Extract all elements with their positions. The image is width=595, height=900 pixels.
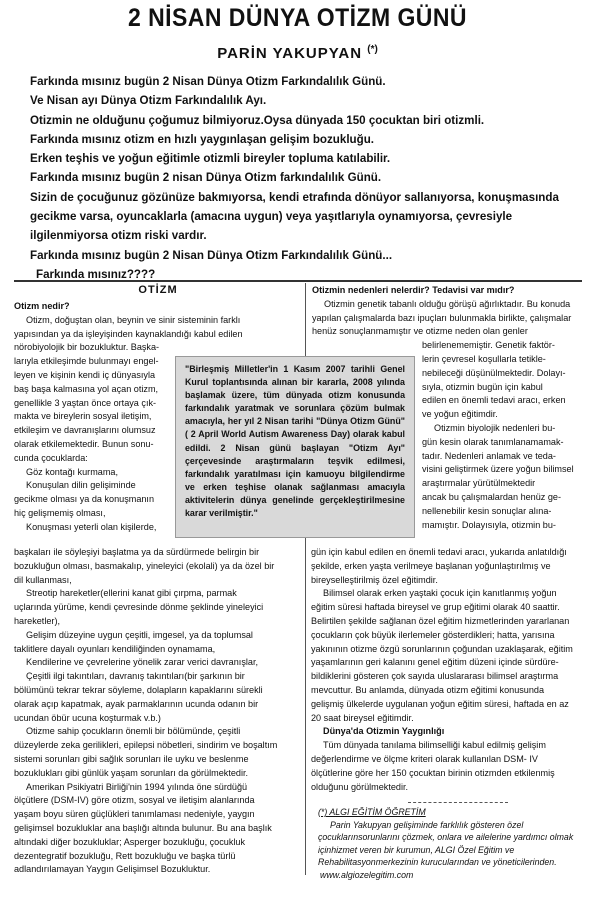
intro-text xyxy=(30,72,585,284)
text-line: yaşam boyu süren güçlükleri tanımlaması nedeniyle, yaygın xyxy=(14,809,255,820)
text-line: Konuşulan dilin gelişiminde xyxy=(26,480,136,491)
text-line: hareketler), xyxy=(14,615,60,626)
text-line: altındaki diğer bozukluklar; Asperger bozukluğu, çocukluk xyxy=(14,836,246,847)
text-line: edilen en önemli tedavi aracı, erken xyxy=(422,395,566,406)
left-text-block xyxy=(14,546,302,877)
text-line: değerlendirme ve ölçme kriteri olarak kullanılan DSM- IV xyxy=(311,753,538,764)
right-column-top xyxy=(312,284,584,532)
text-line: sıyla, otizmin bugün için kabul xyxy=(422,381,543,392)
note-divider xyxy=(408,802,508,803)
text-line: ölçütlere (DSM-IV) göre otizm, sosyal ve iletişim alanlarında xyxy=(14,795,255,806)
text-line: olduğunu görülmektedir. xyxy=(311,781,409,792)
text-line: Amerikan Psikiyatri Birliği'nin 1994 yılında öne sürdüğü xyxy=(26,781,248,792)
text-line: ancak bu çalışmalardan henüz ge- xyxy=(422,491,562,502)
text-line: eğitim süresi haftada bireysel ve grup eğitimi olarak 40 saattir. xyxy=(311,602,560,613)
text-line: taklitlere dayalı oyunları kendiliğinden oynamama, xyxy=(14,643,216,654)
text-line: bildiklerini gösteren çok sayıda uluslararası bilimsel araştırma xyxy=(311,671,559,682)
text-line: ve yoğun eğitimdir. xyxy=(422,409,498,420)
text-line: çocukların çok büyük ilerlemeler gösterdikleri; hatta, yarısına xyxy=(311,629,555,640)
subheading-nedenler: Otizmin nedenleri nelerdir? Tedavisi var mıdır? xyxy=(312,285,515,295)
text-line: dezentegratif bozukluğu, Rett bozukluğu ve başka türlü xyxy=(14,850,236,861)
text-line: yaşamlarının geri kalanını genel eğitim düzeni içinde sürdüre- xyxy=(311,657,559,668)
subheading-yayginlik: Dünya'da Otizmin Yaygınlığı xyxy=(323,726,445,737)
text-line: mamıştır. Dolayısıyla, otizmin bu- xyxy=(422,519,556,530)
right-text-block xyxy=(305,546,585,725)
intro-line: gecikme varsa, oyuncaklarla (amacına uygun) veya yaşıtlarıyla oynamıyorsa, çevresiyle xyxy=(30,210,513,224)
intro-line: Farkında mısınız???? xyxy=(36,267,156,281)
quote-box: "Birleşmiş Milletler'in 1 Kasım 2007 tarihli Genel Kurul toplantısında alınan bir kararla, 2008 yılında başlamak üzere, tüm dünyada otizm konusunda farkındalık yaratmak ve sorunlara çözüm bulmak amacıyla, her yıl 2 Nisan tarihi "Dünya Otizm Günü" ( 2 April World Autism Awareness Day) olarak kabul edildi. 2 Nisan günü başlayan "Otizm Ayı" çerçevesinde araştırmaların teşvik edilmesi, farkındalık yaratılması için kamuoyu bilgilendirme ve erken teşhise olanak sağlanması amacıyla aktivitelerin dünya genelinde gerçekleştirilmesine karar verilmiştir." xyxy=(175,356,415,538)
website-link[interactable]: www.algiozelegitim.com xyxy=(320,869,414,880)
text-line: makta ve bireylerin sosyal iletişim, xyxy=(14,411,152,422)
text-line: merkezinin kurucularından ve yöneticilerinden. xyxy=(375,857,557,868)
section-divider xyxy=(14,280,582,282)
intro-line: Erken teşhis ve yoğun eğitimle otizmli bireyler topluma katılabilir. xyxy=(30,152,391,166)
text-line: Konuşması yeterli olan kişilerde, xyxy=(26,521,157,532)
intro-line: ilgilenmiyorsa otizm riski vardır. xyxy=(30,229,207,243)
author-note xyxy=(318,806,588,882)
intro-line: Farkında mısınız bugün 2 Nisan Dünya Otizm Farkındalılık Günü. xyxy=(30,75,386,88)
text-line: Göz kontağı kurmama, xyxy=(26,466,118,477)
text-line: dil kullanması, xyxy=(14,574,72,585)
text-line: genellikle 3 yaştan önce ortaya çık- xyxy=(14,397,157,408)
text-line: leyen ve kişinin kendi iç dünyasıyla xyxy=(14,369,156,380)
right-column-bottom xyxy=(305,546,585,794)
section-heading-otizm: OTİZM xyxy=(138,284,178,296)
text-line: ucundan öbür ucuna koşturmak v.b.) xyxy=(14,712,161,723)
text-line: etkileşim ve davranışlarını olumsuz xyxy=(14,425,156,436)
text-line: araştırmalar yürütülmektedir xyxy=(422,478,536,489)
text-line: Streotip hareketler(ellerini kanat gibi çırpma, parmak xyxy=(26,588,237,599)
text-line: sorunlarını çözmek, onlara ve ailelerine yardımcı olmak için xyxy=(318,832,574,855)
text-line: bozukluğun olması, basmakalıp, yineleyici (ekolali) ya da özel bir xyxy=(14,560,275,571)
text-line: başkaları ile söyleşiyi başlatma ya da sürdürmede belirgin bir xyxy=(14,547,260,557)
intro-line: Sizin de çocuğunuz gözünüze bakmıyorsa, kendi etrafında dönüyor sallanıyorsa, konuşmasında xyxy=(30,190,559,204)
text-line: larıyla etkileşimde bulunmayı engel- xyxy=(14,356,159,367)
text-line: nörobiyolojik bir bozukluktur. Başka- xyxy=(14,342,160,353)
intro-line: Otizmin ne olduğunu çoğumuz bilmiyoruz.Oysa dünyada 150 çocuktan biri otizmli. xyxy=(30,113,485,127)
text-line: Otizme sahip çocukların önemli bir bölümünde, çeşitli xyxy=(26,726,241,737)
right-text-block xyxy=(312,298,584,533)
intro-line: Farkında mısınız bugün 2 Nisan Dünya Otizm Farkındalılık Günü... xyxy=(30,248,393,262)
text-line: olarak açıp kapatmak, ayak parmaklarının ucunda odanın bir xyxy=(14,698,259,709)
text-line: visini geliştirmek üzere yoğun bilimsel xyxy=(422,464,574,475)
text-line: Belirtilen şekilde sağlanan özel eğitim hizmetlerinden yararlanan xyxy=(311,615,570,626)
text-line: olarak etkilemektedir. Bunun sonu- xyxy=(14,438,154,449)
text-line: belirlenememiştir. Genetik faktör- xyxy=(422,340,555,351)
text-line: gelişmiş ülkelerde uygulanan yoğun eğitim süresi, haftada en az xyxy=(311,698,569,709)
text-line: nebileceği düşünülmektedir. Dolayı- xyxy=(422,367,566,378)
text-line: şekilde, erken yaşta verilmeye başlanan yoğunlaştırılmış ve xyxy=(311,560,551,571)
text-line: Otizmin genetik tabanlı olduğu görüşü ağırlıktadır. Bu konuda xyxy=(324,298,571,309)
intro-line: Farkında mısınız otizm en hızlı yaygınlaşan gelişim bozukluğu. xyxy=(30,132,375,146)
text-line: 20 saat bireysel eğitimdir. xyxy=(311,712,414,723)
text-line: gün için kabul edilen en önemli tedavi aracı, yukarıda anlatıldığı xyxy=(311,547,567,557)
text-line: Gelişim düzeyine uygun çeşitli, imgesel, ya da toplumsal xyxy=(26,629,253,640)
author-footnote-mark: (*) xyxy=(367,44,378,55)
text-line: Parin Yakupyan gelişiminde farklılık gösteren özel çocukların xyxy=(318,819,524,843)
author-name: PARİN YAKUPYAN xyxy=(217,45,363,62)
text-line: gün kesin olarak tanımlanamamak- xyxy=(422,436,564,447)
text-line: Kendilerine ve çevrelerine yönelik zarar verici davranışlar, xyxy=(26,657,258,668)
text-line: mevcuttur. Bu anlamda, dünyada otizm eğitimi konusunda xyxy=(311,684,545,695)
text-line: lerin çevresel koşullarla tetikle- xyxy=(422,353,546,364)
note-text xyxy=(318,819,588,869)
subheading-otizm-nedir: Otizm nedir? xyxy=(14,301,70,311)
text-line: uçlarında yürüme, kendi çevresinde dönme şeklinde yineleyici xyxy=(14,602,264,613)
text-line: sistemi sorunları gibi sağlık sorunları ile uyku ve beslenme xyxy=(14,753,249,764)
text-line: gecikme olması ya da konuşmanın xyxy=(14,494,155,505)
text-line: yakınının otizme özgü sorunlarının çoğundan uzaklaşarak, eğitim xyxy=(311,643,573,654)
text-line: yapısından ya da işleyişinden kaynaklandığı kabul edilen xyxy=(14,328,243,339)
article-title: 2 NİSAN DÜNYA OTİZM GÜNÜ xyxy=(127,4,468,32)
note-heading: (*) ALGI EĞİTİM ÖĞRETİM xyxy=(318,807,426,817)
text-line: adlandırılamayan Yaygın Gelişimsel Bozukluktur. xyxy=(14,864,211,875)
text-line: yapılan çalışmalarda bazı ipuçları bulunmakla birlikte, çalışmalar xyxy=(312,312,572,323)
left-column-bottom xyxy=(14,546,302,877)
text-line: bireyselleştirilmiş özel eğitimdir. xyxy=(311,574,438,585)
text-line: Otizm, doğuştan olan, beynin ve sinir sisteminin farklı xyxy=(26,314,241,325)
text-line: cunda çocuklarda: xyxy=(14,452,88,463)
right-text-block xyxy=(305,739,585,794)
text-line: ölçütlerine göre her 150 çocuktan birinin otizmden etkilenmiş xyxy=(311,767,555,778)
text-line: Çeşitli ilgi takıntıları, davranış takıntıları(bir şarkının bir xyxy=(26,671,245,682)
text-line: Otizmin biyolojik nedenleri bu- xyxy=(434,422,556,433)
text-line: gelişimsel bozukluklar ana başlığı altında bulunur. Bu ana başlık xyxy=(14,822,272,833)
text-line: henüz sonuçlanmamıştır ve otizme neden olan genler xyxy=(312,326,528,337)
text-line: bozuklukları gibi günlük yaşam sorunları da görülmektedir. xyxy=(14,767,249,778)
text-line: Tüm dünyada tanılama bilimselliği kabul edilmiş gelişim xyxy=(323,740,546,751)
text-line: baş başa kalmasına yol açan otizm, xyxy=(14,383,159,394)
intro-line: Farkında mısınız bugün 2 nisan Dünya Otizm farkındalılık Günü. xyxy=(30,171,382,185)
intro-line: Ve Nisan ayı Dünya Otizm Farkındalılık Ayı. xyxy=(30,94,267,108)
text-line: hizmet veren bir kurumun, ALGI Özel Eğitim ve Rehabilitasyon xyxy=(318,844,515,868)
text-line: hiç gelişmemiş olması, xyxy=(14,507,106,518)
text-line: Bilimsel olarak erken yaştaki çocuk için kanıtlanmış yoğun xyxy=(323,588,557,599)
article-author xyxy=(0,44,595,62)
text-line: bölümünü tekrar tekrar söyleme, dolapların kapaklarını sürekli xyxy=(14,684,263,695)
text-line: düzeylerde zeka gerilikleri, epilepsi nöbetleri, sindirim ve boşaltım xyxy=(14,740,278,751)
text-line: nellenebilir kesin sonuçlar alına- xyxy=(422,505,552,516)
text-line: tadır. Nedenleri anlamak ve teda- xyxy=(422,450,556,461)
